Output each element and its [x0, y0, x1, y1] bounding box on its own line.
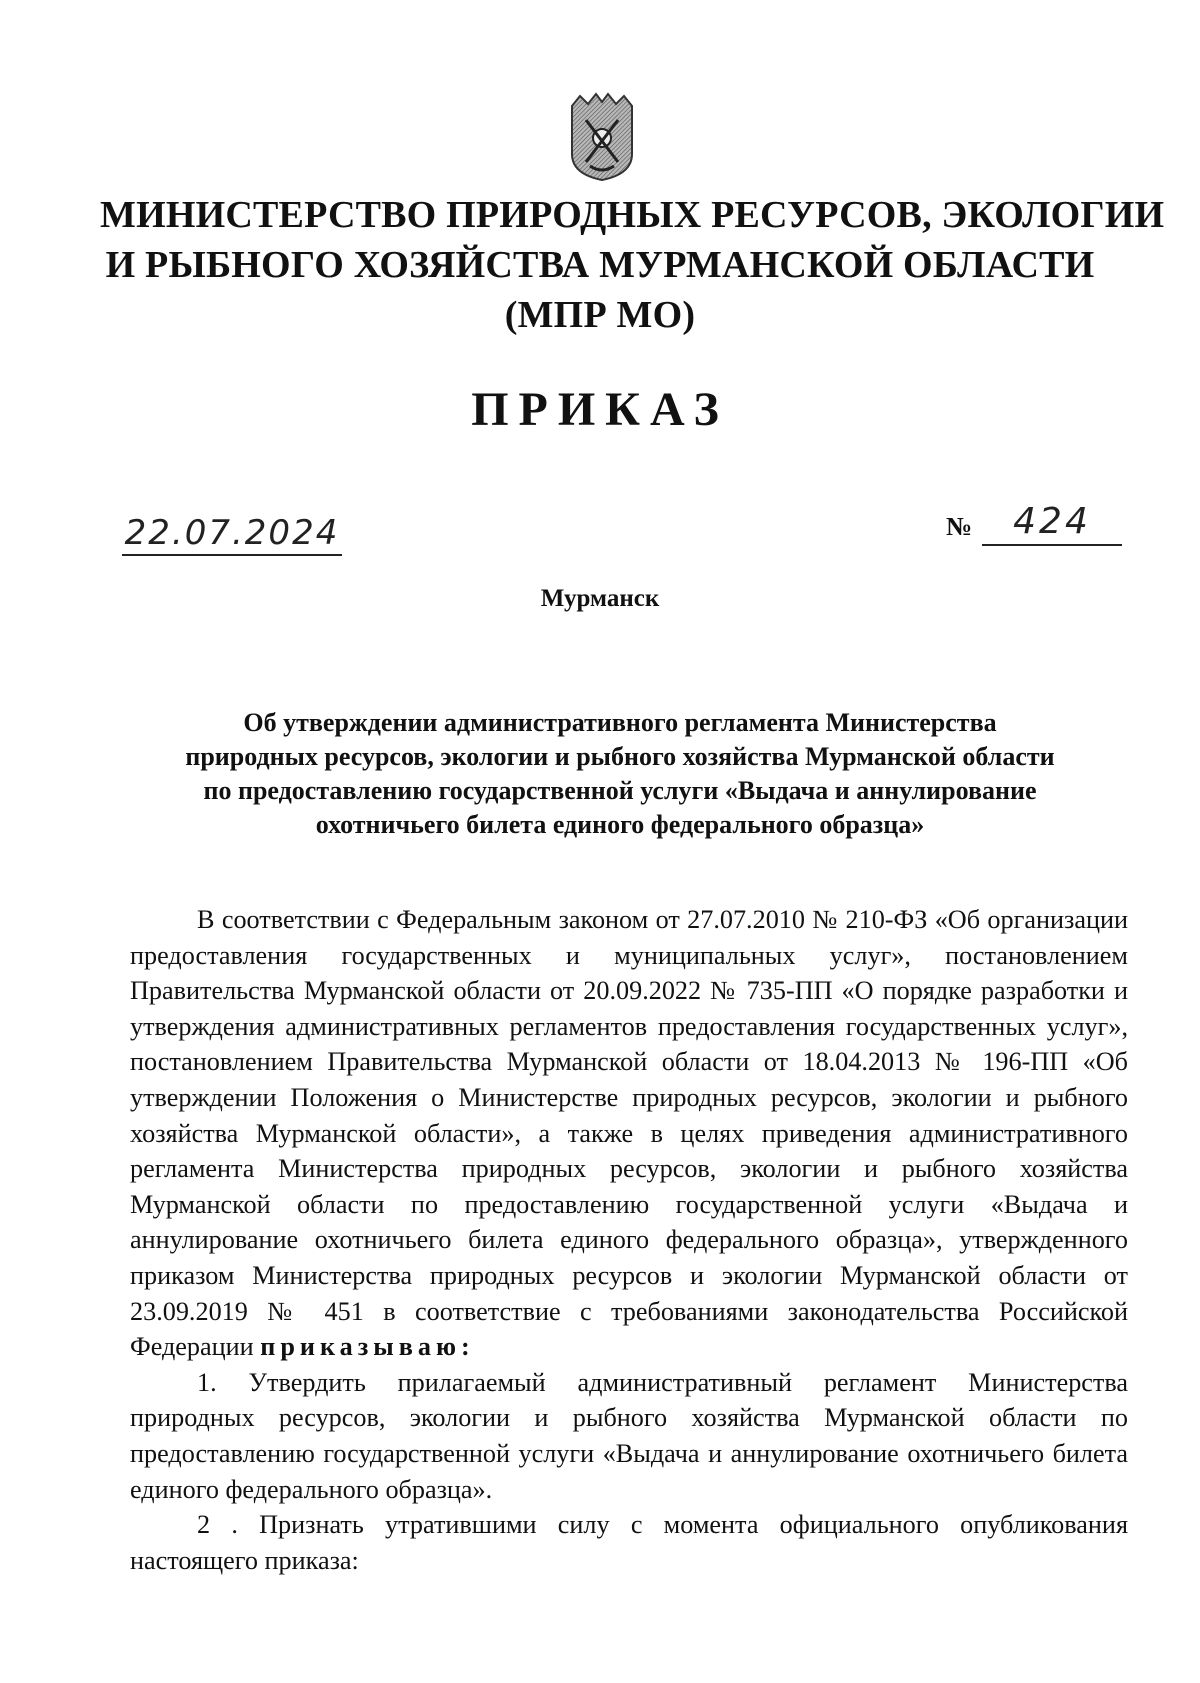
subject-line-4: охотничьего билета единого федерального образца»	[315, 810, 925, 839]
preamble-text: В соответствии с Федеральным законом от 27.07.2010 № 210-ФЗ «Об организации предоставления государственных и муниципальных услуг», постановлением Правительства Мурманской области от 20.09.2022 № 735-ПП «О порядке разработки и утверждения административных регламентов предоставления государственных услуг», постановлением Правительства Мурманской области от 18.04.2013 № 196-ПП «Об утверждении Положения о Министерстве природных ресурсов, экологии и рыбного хозяйства Мурманской области», а также в целях приведения административного регламента Министерства природных ресурсов, экологии и рыбного хозяйства Мурманской области по предоставлению государственной услуги «Выдача и аннулирование охотничьего билета единого федерального образца», утвержденного приказом Министерства природных ресурсов и экологии Мурманской области от 23.09.2019 № 451 в соответствие с требованиями законодательства Российской Федерации	[130, 905, 1128, 1362]
preamble-paragraph	[130, 902, 1128, 1365]
order-subject	[120, 706, 1120, 842]
order-body	[130, 902, 1128, 1578]
city: Мурманск	[540, 585, 660, 612]
item-1-paragraph: 1. Утвердить прилагаемый административный регламент Министерства природных ресурсов, экологии и рыбного хозяйства Мурманской области по предоставлению государственной услуги «Выдача и аннулирование охотничьего билета единого федерального образца».	[130, 1367, 1128, 1504]
ministry-name-line-2: И РЫБНОГО ХОЗЯЙСТВА МУРМАНСКОЙ ОБЛАСТИ	[105, 244, 1095, 286]
handwritten-date: 22.07.2024	[122, 512, 342, 556]
document-type-title: ПРИКАЗ	[471, 383, 729, 436]
subject-line-3: по предоставлению государственной услуги «Выдача и аннулирование	[203, 776, 1037, 805]
handwritten-order-number: 424	[982, 500, 1122, 546]
subject-line-2: природных ресурсов, экологии и рыбного хозяйства Мурманской области	[185, 742, 1055, 771]
subject-line-1: Об утверждении административного регламента Министерства	[243, 708, 997, 737]
ministry-name-line-1: МИНИСТЕРСТВО ПРИРОДНЫХ РЕСУРСОВ, ЭКОЛОГИИ	[100, 194, 1165, 236]
item-2-paragraph: 2 . Признать утратившими силу с момента официального опубликования настоящего приказа:	[130, 1510, 1128, 1575]
directive-word: приказываю:	[260, 1332, 475, 1362]
ministry-abbreviation: (МПР МО)	[504, 294, 696, 336]
ministry-name	[100, 190, 1165, 340]
number-label: №	[946, 512, 973, 541]
coat-of-arms-icon	[568, 92, 636, 182]
